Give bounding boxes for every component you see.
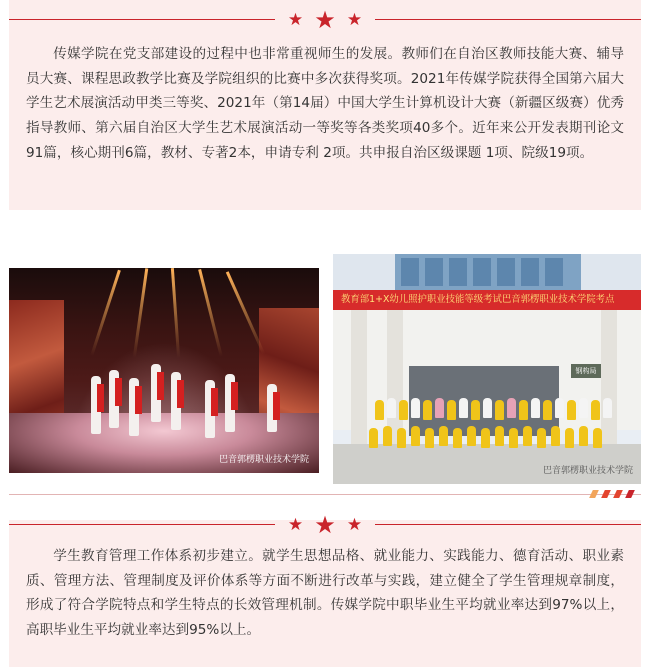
person bbox=[435, 398, 444, 418]
person bbox=[425, 428, 434, 448]
door-sign: 钢构局 bbox=[571, 364, 601, 378]
stage-light bbox=[90, 270, 121, 357]
person bbox=[387, 398, 396, 418]
person bbox=[579, 398, 588, 418]
person bbox=[555, 398, 564, 418]
person bbox=[579, 426, 588, 446]
banner-text: 教育部1+X幼儿照护职业技能等级考试巴音郭楞职业技术学院考点 bbox=[341, 294, 615, 305]
stage-light bbox=[133, 268, 148, 358]
window bbox=[497, 258, 515, 286]
person bbox=[411, 426, 420, 446]
person bbox=[551, 426, 560, 446]
person bbox=[375, 400, 384, 420]
person bbox=[593, 428, 602, 448]
dancer bbox=[109, 370, 119, 428]
person bbox=[453, 428, 462, 448]
star-icon: ★ bbox=[346, 10, 363, 30]
person bbox=[483, 398, 492, 418]
person bbox=[369, 428, 378, 448]
stage-light bbox=[171, 268, 180, 358]
person bbox=[383, 426, 392, 446]
person bbox=[531, 398, 540, 418]
star-icon: ★ bbox=[346, 515, 363, 535]
star-icon: ★ bbox=[314, 511, 336, 539]
star-icon: ★ bbox=[287, 515, 304, 535]
window bbox=[473, 258, 491, 286]
star-ornament bbox=[0, 6, 650, 34]
person bbox=[471, 400, 480, 420]
star-icon: ★ bbox=[287, 10, 304, 30]
person bbox=[495, 400, 504, 420]
person bbox=[411, 398, 420, 418]
dancer bbox=[129, 378, 139, 436]
person bbox=[537, 428, 546, 448]
dash-ornament bbox=[585, 490, 635, 498]
person bbox=[523, 426, 532, 446]
person bbox=[567, 400, 576, 420]
window bbox=[401, 258, 419, 286]
faculty-achievements-paragraph: 传媒学院在党支部建设的过程中也非常重视师生的发展。教师们在自治区教师技能大赛、辅导员大赛、课程思政教学比赛及学院组织的比赛中多次获得奖项。2021年传媒学院获得全国第六届大学生艺术展演活动甲类三等奖、2021年（第14届）中国大学生计算机设计大赛（新疆区级赛）优秀指导教师、第六届自治区大学生艺术展演活动一等奖等各类奖项40多个。近年来公开发表期刊论文91篇，核心期刊6篇，教材、专著2本，申请专利 2项。共申报自治区级课题 1项、院级19项。 bbox=[26, 46, 624, 161]
section-rule bbox=[9, 494, 641, 495]
window bbox=[521, 258, 539, 286]
window bbox=[545, 258, 563, 286]
dancer bbox=[91, 376, 101, 434]
star-ornament bbox=[0, 511, 650, 539]
person bbox=[439, 426, 448, 446]
dancer bbox=[171, 372, 181, 430]
person bbox=[423, 400, 432, 420]
student-management-paragraph: 学生教育管理工作体系初步建立。就学生思想品格、就业能力、实践能力、德育活动、职业素质、管理方法、管理制度及评价体系等方面不断进行改革与实践，建立健全了学生管理规章制度，形成了符合学院特点和学生特点的长效管理机制。传媒学院中职毕业生平均就业率达到97%以上，高职毕业生平均就业率达到95%以上。 bbox=[26, 548, 624, 639]
person bbox=[565, 428, 574, 448]
window bbox=[449, 258, 467, 286]
building-glass bbox=[395, 254, 581, 290]
star-icon: ★ bbox=[314, 6, 336, 34]
person bbox=[467, 426, 476, 446]
person bbox=[447, 400, 456, 420]
person bbox=[509, 428, 518, 448]
dancer bbox=[225, 374, 235, 432]
photo-watermark: 巴音郭楞职业技术学院 bbox=[218, 455, 309, 465]
person bbox=[591, 400, 600, 420]
pillar bbox=[601, 310, 617, 450]
pillar bbox=[351, 310, 367, 450]
stage-performance-photo bbox=[9, 268, 319, 473]
stage-light bbox=[198, 269, 223, 357]
photo-watermark: 巴音郭楞职业技术学院 bbox=[542, 466, 633, 476]
window bbox=[425, 258, 443, 286]
person bbox=[459, 398, 468, 418]
dancer bbox=[205, 380, 215, 438]
group-photo bbox=[333, 254, 641, 484]
person bbox=[519, 400, 528, 420]
person bbox=[603, 398, 612, 418]
person bbox=[543, 400, 552, 420]
person bbox=[397, 428, 406, 448]
person bbox=[481, 428, 490, 448]
dancer bbox=[151, 364, 161, 422]
person bbox=[495, 426, 504, 446]
person bbox=[399, 400, 408, 420]
dancer bbox=[267, 384, 277, 432]
person bbox=[507, 398, 516, 418]
